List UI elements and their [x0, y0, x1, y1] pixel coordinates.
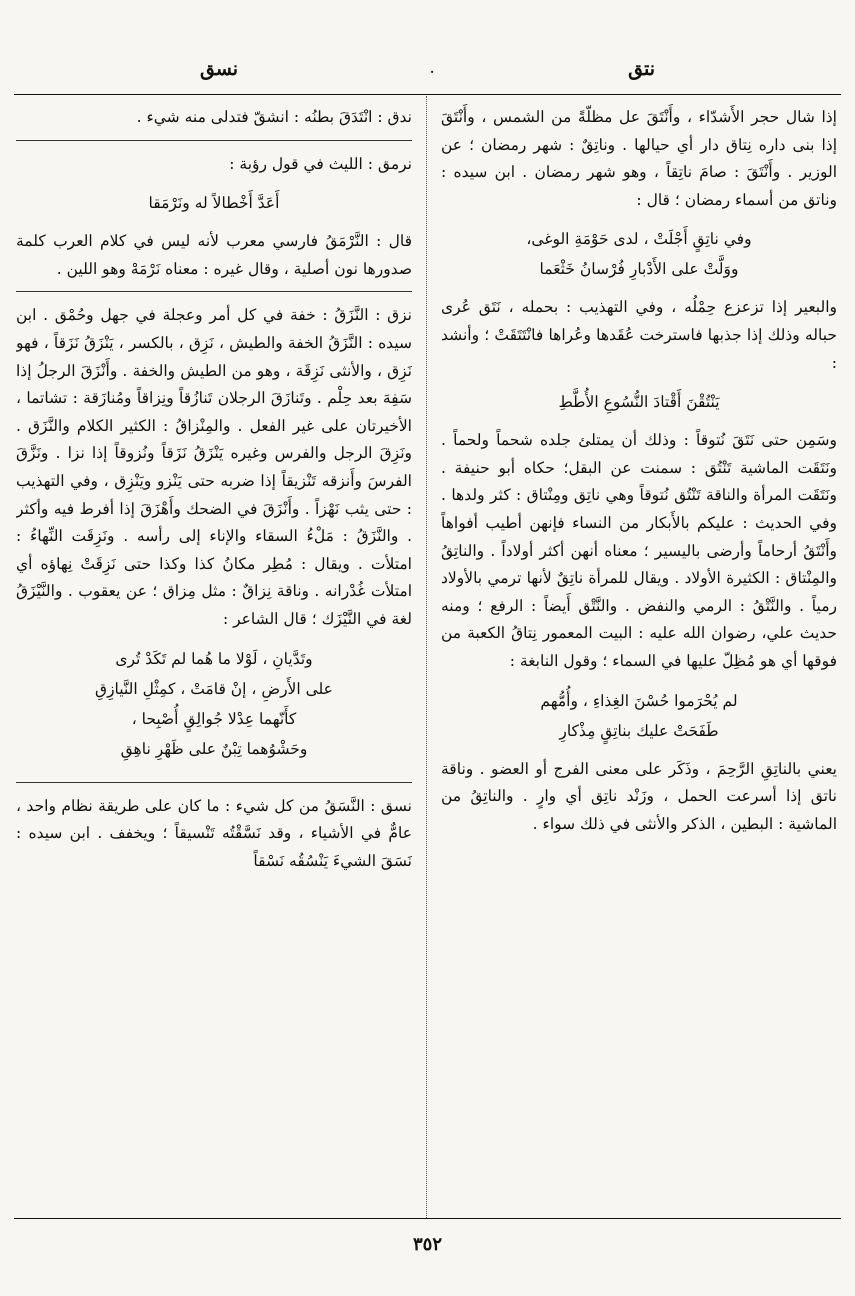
- verse-line: وفي ناتِقٍ أَجْلَتْ ، لدى حَوْمَةِ الوغى،: [526, 230, 752, 249]
- entry-narmaq: [16, 151, 412, 293]
- header-left-word: نسق: [200, 58, 239, 80]
- bottom-rule: [14, 1218, 841, 1219]
- paragraph: وسَمِن حتى نَتَقَ نُتوقاً : وذلك أن يمتلئ جلده شحماً ولحماً . ونَتَقَت الماشية تَنْتُق : سمنت عن البقل؛ حكاه أبو حنيفة . ونَتَقَت المرأة والناقة تَنْتُق نُتوقاً وهي ناتِق ومِنْتاق : كثر ولدها . وفي الحديث : عليكم بالأَبكار من النساء فإنهن أطيب أفواهاً وأَنْتَقُ أرحاماً وأرضى باليسير ؛ معناه أنهن أكثر أولاداً . والناتِقُ والمِنْتاق : الكثيرة الأولاد . ويقال للمرأة ناتِقٌ لأنها ترمي بالأولاد رمياً . والنَّتْقُ : الرمي والنفض . والنَّتْق أَيضاً : الرفع ؛ ومنه حديث علي، رضوان الله عليه : البيت المعمور نِتاقُ الكعبة من فوقها أي هو مُظِلّ عليها في السماء ؛ وقول النابغة :: [441, 431, 837, 670]
- header-dot: .: [430, 62, 435, 76]
- column-divider: [426, 96, 427, 1218]
- page-number: ٣٥٢: [412, 1234, 442, 1255]
- verse-block: [441, 686, 837, 746]
- entry-body: نزق : النَّزَقُ : خفة في كل أمر وعجلة في جهل وحُمْق . ابن سيده : النَّزَقُ الخفة والطيش ، نَزِق ، بالكسر ، يَنْزَقُ نَزَقاً ، فهو نَزِق ، والأنثى نَزِقَة ، وهو من الطيش والخفة . وأَنْزَقَ الرجلُ إذا سَفِهَ بعد حِلْم . وتَنازَقَ الرجلان تَنازُقاً ونِزاقاً ومُنازَقة : تشاتما ، الأخيرتان على غير الفعل . والمِنْزاقُ : الكثير الكلام والنَّزَق . ونَزِقَ الرجل والفرس وغيره يَنْزَقُ نَزَقاً ونُزوقاً إذا نزا . ونَزَّقَ الفرسَ وأَنزقه تَنْزيقاً إذا ضربه حتى يَنْزو ويَنْزِق ، وفي التهذيب : حتى يثب نَهْزاً . وأَنْزَقَ في الضحك وأَهْزَقَ إذا أفرط فيه وأكثر . والنَّزَقُ : مَلْءُ السقاء والإناء إلى رأسه . ونَزِقَت النِّهاءُ : امتلأت . ويقال : مُطِر مكانُ كذا وكذا حتى نَزِقَتْ نِهاؤه أي امتلأت غُدْرانه . وناقة نِزاقٌ : مثل مِزاق ؛ عن يعقوب . والنَّيْزَقُ لغة في النَّيْزَك ؛ قال الشاعر :: [16, 306, 412, 628]
- paragraph: والبعير إذا تزعزع حِمْلُه ، وفي التهذيب : بحمله ، نَتَق عُرى حباله وذلك إذا جذبها فاسترخت عُقَدها وعُراها فانْتَتَقَتْ ؛ وأنشد :: [441, 298, 837, 372]
- verse-line: لم يُحْرَموا حُسْنَ الغِذاءِ ، وأُمُّهم: [540, 691, 738, 710]
- right-column: [441, 104, 837, 1214]
- verse-line: ووَلَّتْ على الأَدْبارِ فُرْسانُ خَثْعَما: [539, 260, 739, 279]
- verse-line: طَفَحَتْ عليك بناتِقٍ مِذْكارِ: [559, 721, 719, 740]
- verse-block: [16, 644, 412, 764]
- verse-line: أَعَدَّ أَخْطالاً له ونَرْمَقا: [148, 194, 280, 213]
- entry-head: نرمق : الليث في قول رؤبة :: [229, 154, 412, 173]
- paragraph: يعني بالناتِقِ الرَّحِمَ ، وذَكَر على معنى الفرج أو العضو . وناقة ناتق إذا أسرعت الحمل ، وزَنْد ناتِق أي وارٍ . والناتِقُ من الماشية : البطين ، الذكر والأنثى في ذلك سواء .: [441, 759, 837, 833]
- entry-nazaq: [16, 302, 412, 782]
- verse-line: على الأَرضِ ، إنْ قامَتْ ، كمِثْلِ النَّيازِقِ: [95, 679, 333, 698]
- verse-line: يَنْتُقْنَ أَقْتادَ النُّسُوعِ الأُطَّطِ: [558, 393, 720, 412]
- top-rule: [14, 94, 841, 95]
- entry-nadaq: ندق : انْتَدَقَ بطنُه : انشقّ فتدلى منه شيء .: [16, 104, 412, 141]
- verse-block: [441, 224, 837, 284]
- running-header: [0, 52, 855, 86]
- header-right-word: نتق: [628, 58, 655, 80]
- verse-block: [16, 188, 412, 218]
- verse-line: وتَدَّيانِ ، لَوْلا ما هُما لم تَكَدْ تُرى: [115, 649, 313, 668]
- entry-nasaq: نسق : النَّسَقُ من كل شيء : ما كان على طريقة نظام واحد ، عامٌّ في الأشياء ، وقد نَسَّقْتُه تَنْسيقاً ؛ ويخفف . ابن سيده : نَسَقَ الشيءَ يَنْسُقُه نَسْقاً: [16, 796, 412, 870]
- entry-body: قال : النَّرْمَقُ فارسي معرب لأنه ليس في كلام العرب كلمة صدورها نون أصلية ، وقال غيره : معناه نَرْمَهْ وهو اللين .: [16, 232, 412, 278]
- verse-line: وحَشْوُهما تِبْنٌ على ظَهْرِ ناهِقِ: [120, 739, 308, 758]
- verse-block: [441, 387, 837, 417]
- verse-line: كأَنّهما عِدْلا جُوالِقٍ أُصْبِحا ،: [131, 709, 297, 728]
- left-column: [16, 104, 412, 1214]
- paragraph: إذا شال حجر الأَشدّاء ، وأَنْتَقَ عل مظلّةً من الشمس ، وأَنْتَقَ إذا بنى داره نِتاق دار أي حيالها . وناتِقٌ : شهر رمضان ؛ عن الوزير . وأَنْتَقَ : صامَ ناتِقاً ، وهو شهر رمضان . ابن سيده : وناتق من أسماء رمضان ؛ قال :: [441, 108, 837, 209]
